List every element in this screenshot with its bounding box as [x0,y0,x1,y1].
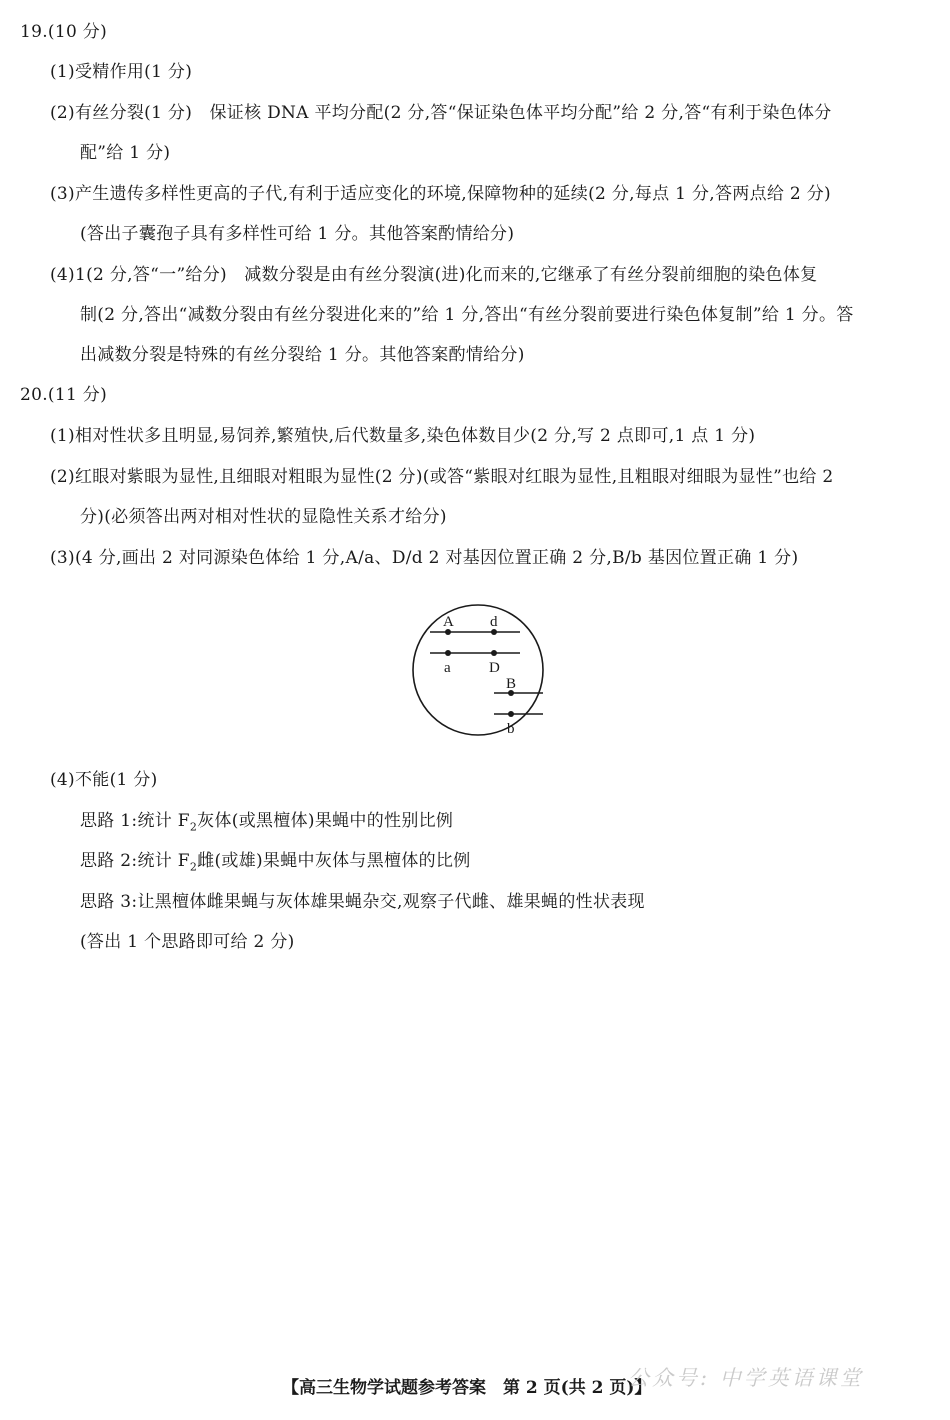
q19-part2-line2: 配”给 1 分) [80,143,171,163]
q20-note: (答出 1 个思路即可给 2 分) [80,932,295,952]
q19-part4-line2: 制(2 分,答出“减数分裂由有丝分裂进化来的”给 1 分,答出“有丝分裂前要进行染色体复制”给 1 分。答 [80,305,854,325]
q20-idea3: 思路 3:让黑檀体雌果蝇与灰体雄果蝇杂交,观察子代雌、雄果蝇的性状表现 [80,892,645,912]
chromosome-diagram [412,590,544,750]
q19-part4-line1: (4)1(2 分,答“一”给分) 减数分裂是由有丝分裂演(进)化而来的,它继承了有丝分裂前细胞的染色体复 [50,265,818,285]
q20-idea2-pre: 思路 2:统计 F [80,851,190,871]
gene-locus-b [508,711,514,717]
q20-part2-line1: (2)红眼对紫眼为显性,且细眼对粗眼为显性(2 分)(或答“紫眼对红眼为显性,且粗眼对细眼为显性”也给 2 [50,467,834,487]
gene-label-d: d [490,614,498,630]
gene-locus-D [491,650,497,656]
q20-part2-line2: 分)(必须答出两对相对性状的显隐性关系才给分) [80,507,447,527]
q20-idea1-post: 灰体(或黑檀体)果蝇中的性别比例 [197,811,454,831]
q20-part1: (1)相对性状多且明显,易饲养,繁殖快,后代数量多,染色体数目少(2 分,写 2 点即可,1 点 1 分) [50,426,756,446]
q19-part1: (1)受精作用(1 分) [50,62,193,82]
q20-idea2-sub: 2 [189,860,198,874]
gene-label-B: B [506,676,517,692]
q20-idea1-pre: 思路 1:统计 F [80,811,190,831]
gene-label-D: D [489,660,500,676]
q19-header: 19.(10 分) [20,22,108,42]
q20-part4: (4)不能(1 分) [50,770,158,790]
q20-idea1 [80,809,453,839]
gene-label-a: a [444,660,451,676]
gene-locus-a [445,650,451,656]
page-footer: 【高三生物学试题参考答案 第 2 页(共 2 页)】 [282,1378,652,1398]
watermark: 公众号: 中学英语课堂 [628,1366,864,1390]
cell-circle [413,605,543,735]
q19-part3-line2: (答出子囊孢子具有多样性可给 1 分。其他答案酌情给分) [80,224,515,244]
q20-idea1-sub: 2 [189,820,198,834]
q19-part2-line1: (2)有丝分裂(1 分) 保证核 DNA 平均分配(2 分,答“保证染色体平均分配”给 2 分,答“有利于染色体分 [50,103,832,123]
q20-idea2-post: 雌(或雄)果蝇中灰体与黑檀体的比例 [197,851,471,871]
q20-header: 20.(11 分) [20,385,108,405]
q19-part3-line1: (3)产生遗传多样性更高的子代,有利于适应变化的环境,保障物种的延续(2 分,每点 1 分,答两点给 2 分) [50,184,831,204]
gene-label-b: b [507,721,515,737]
q20-part3: (3)(4 分,画出 2 对同源染色体给 1 分,A/a、D/d 2 对基因位置正确 2 分,B/b 基因位置正确 1 分) [50,548,799,568]
q20-idea2 [80,849,471,879]
gene-label-A: A [443,614,454,630]
q19-part4-line3: 出减数分裂是特殊的有丝分裂给 1 分。其他答案酌情给分) [80,345,525,365]
